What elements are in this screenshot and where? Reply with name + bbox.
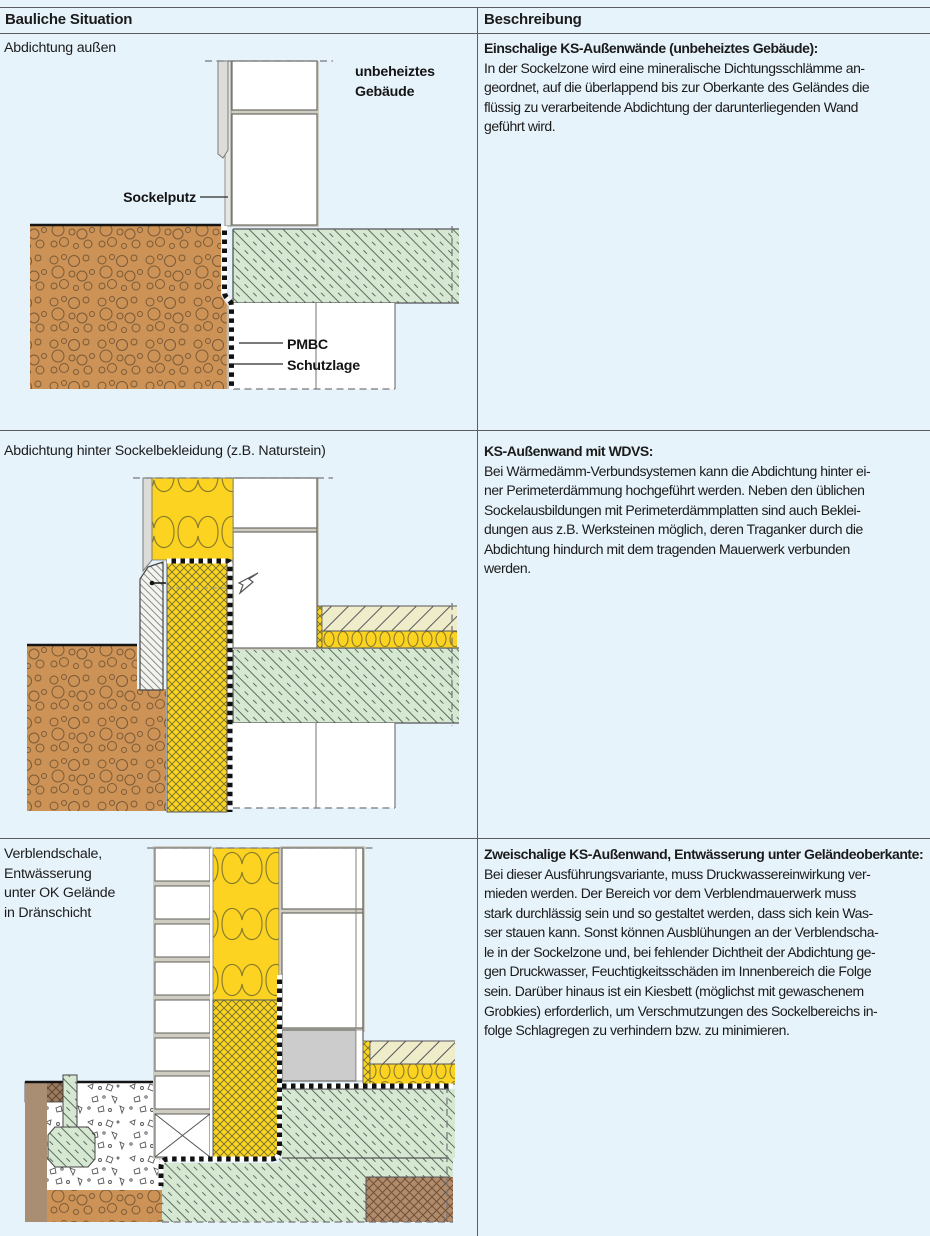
row2-description <box>484 442 930 579</box>
column-header-description: Beschreibung <box>484 11 582 28</box>
row3-description <box>484 845 930 1041</box>
drawing-wdvs-sockelbekleidung <box>27 478 459 812</box>
row3-caption: Verblendschale, Entwässerung unter OK Gelände in Dränschicht <box>4 846 116 921</box>
column-divider <box>477 7 478 1236</box>
row1-caption: Abdichtung außen <box>4 40 116 56</box>
column-header-situation: Bauliche Situation <box>5 11 133 28</box>
drawing-abdichtung-aussen <box>30 61 459 389</box>
row3-description-title: Zweischalige KS-Außenwand, Entwässerung unter Geländeoberkante: <box>484 846 924 862</box>
drawing-verblendschale <box>25 846 455 1222</box>
row2-caption: Abdichtung hinter Sockelbekleidung (z.B. Naturstein) <box>4 443 326 459</box>
row2-description-title: KS-Außenwand mit WDVS: <box>484 443 653 459</box>
row1-description <box>484 39 930 137</box>
row1-description-title: Einschalige KS-Außenwände (unbeheiztes Gebäude): <box>484 40 818 56</box>
row1-description-body: In der Sockelzone wird eine mineralische Dichtungsschlämme an- geordnet, auf die überlappend bis zur Oberkante des Geländes die flüssig zu verarbeitende Abdichtung der darunterliegenden Wand geführt wird. <box>484 59 870 135</box>
row3-description-body: Bei dieser Ausführungsvariante, muss Druckwassereinwirkung ver- mieden werden. Der Bereich vor dem Verblendmauerwerk muss stark durchlässig sein und so gestaltet werden, dass sich kein Was- ser stauen kann. Sonst können Ausblühungen an der Verblendscha- le in der Sockelzone und, bei fehlender Dichtheit der Abdichtung ge- gen Druckwasser, Feuchtigkeitsschäden im Innenbereich die Folge sein. Darüber hinaus ist ein Kiesbett (möglichst mit gewaschenem Grobkies) erforderlich, um Verschmutzungen des Sockelbereichs in- folge Schlagregen zu verhindern bzw. zu minimieren. <box>484 865 879 1039</box>
label-sockelputz: Sockelputz <box>123 190 196 206</box>
label-pmbc: PMBC <box>287 337 328 353</box>
label-schutzlage: Schutzlage <box>287 358 360 374</box>
label-unheated-building: unbeheiztes Gebäude <box>355 64 435 100</box>
row2-description-body: Bei Wärmedämm-Verbundsystemen kann die Abdichtung hinter ei- ner Perimeterdämmung hochgeführt werden. Neben den üblichen Sockelausbildungen mit Perimeterdämmplatten sind auch Beklei- dungen aus z.B. Werksteinen möglich, deren Traganker durch die Abdichtung hindurch mit dem tragenden Mauerwerk verbunden werden. <box>484 462 871 577</box>
